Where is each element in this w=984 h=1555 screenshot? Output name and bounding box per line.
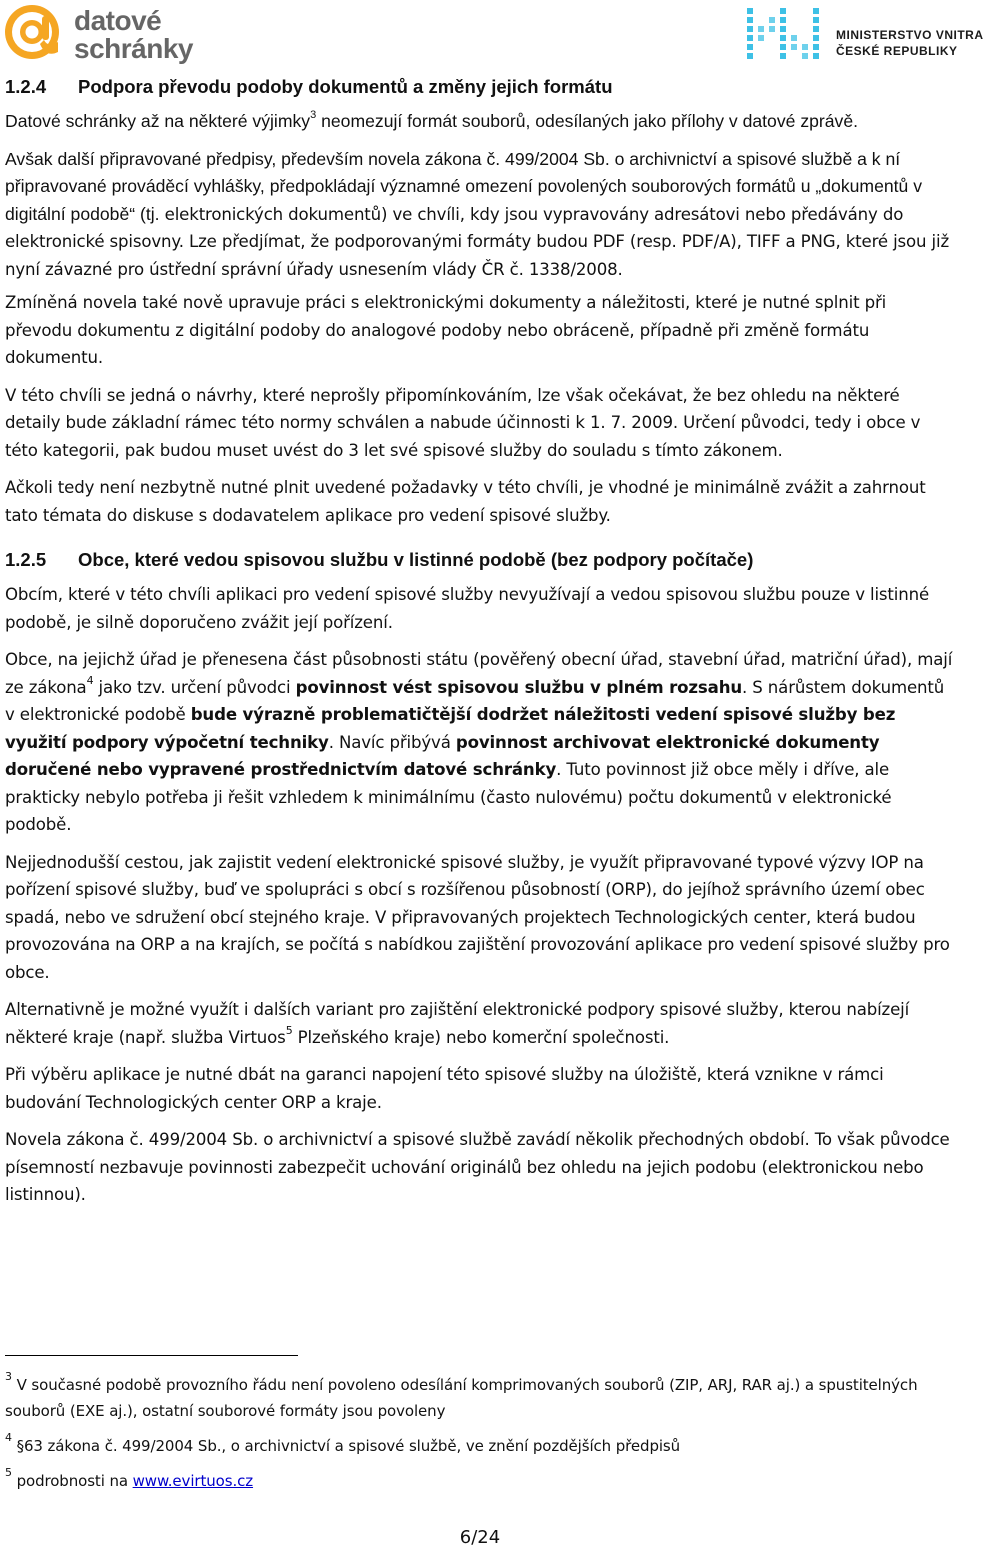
footnote-ref: 4 [86, 673, 94, 687]
text: Datové schránky až na některé výjimky [5, 111, 311, 131]
page-header [0, 0, 984, 66]
text: neomezují formát souborů, odesílaných jako přílohy v datové zprávě. [316, 111, 859, 131]
paragraph: Obcím, které v této chvíli aplikaci pro vedení spisové služby nevyužívají a vedou spisovou službu pouze v listinné podobě, je silně doporučeno zvážit její pořízení. [5, 585, 930, 632]
paragraph [5, 646, 955, 839]
bold-text: povinnost archivovat elektronické dokumenty doručené nebo vypravené prostřednictvím datové schránky [5, 732, 880, 779]
text: Obce, na jejichž úřad je přenesena část působnosti státu (pověřený obecní úřad, stavební úřad, matriční úřad), mají ze zákona [5, 650, 953, 697]
paragraph: Zmíněná novela také nově upravuje práci s elektronickými dokumenty a náležitosti, které je nutné splnit při převodu dokumentu z digitální podoby do analogové podoby nebo obráceně, případně při změně formátu dokumentu. [5, 293, 887, 367]
footnotes [5, 1372, 955, 1503]
text: Alternativně je možné využít i dalších variant pro zajištění elektronické podpory spisové služby, kterou nabízejí některé kraje (např. služba Virtuos [5, 1000, 910, 1047]
footnote-ref: 5 [285, 1023, 293, 1037]
evirtuos-link[interactable]: www.evirtuos.cz [132, 1472, 254, 1490]
paragraph: Při výběru aplikace je nutné dbát na garanci napojení této spisové služby na úložiště, která vznikne v rámci budování Technologických center ORP a kraje. [5, 1065, 884, 1112]
footnote-text: V současné podobě provozního řádu není povoleno odesílání komprimovaných souborů (ZIP, ARJ, RAR aj.) a spustitelných souborů (EXE aj.), ostatní souborové formáty jsou povoleny [5, 1376, 918, 1420]
text: Avšak další připravované předpisy, především novela zákona č. 499/2004 Sb. o archivnictví a spisové službě a k ní připravované prováděcí vyhlášky, předpokládají významné omezení povolených souborových formátů u „dokumentů v digitální podobě“ (tj. [5, 148, 922, 224]
footnote-number: 4 [5, 1431, 12, 1445]
bold-text: bude výrazně problematičtější dodržet náležitosti vedení spisové služby bez využití podpory výpočetní techniky [5, 705, 896, 752]
footnote-number: 3 [5, 1370, 12, 1384]
paragraph [5, 996, 955, 1051]
ministry-name-line1: MINISTERSTVO VNITRA [836, 28, 984, 42]
footnote-3 [5, 1372, 955, 1424]
logo-text-datove: datové [74, 5, 162, 36]
paragraph: V této chvíli se jedná o návrhy, které neprošly připomínkováním, lze však očekávat, že bez ohledu na některé detaily bude základní rámec této normy schválen a nabude účinnosti k 1. 7. 2009. Určení původci, tedy i obce v této kategorii, pak budou muset uvést do 3 let své spisové služby do souladu s tímto zákonem. [5, 385, 921, 460]
bold-text: povinnost vést spisovou službu v plném rozsahu [295, 677, 743, 697]
text: Plzeňského kraje) nebo komerční společnosti. [292, 1027, 670, 1047]
section-number: 1.2.4 [5, 76, 47, 97]
ministry-name-line2: ČESKÉ REPUBLIKY [836, 44, 958, 58]
ministry-dots-icon [744, 4, 824, 64]
footnote-text: §63 zákona č. 499/2004 Sb., o archivnictví a spisové službě, ve znění pozdějších předpisů [11, 1437, 681, 1455]
text: jako tzv. určení původci [93, 677, 296, 697]
text: . Tuto povinnost již obce měly i dříve, ale prakticky nebylo potřeba ji řešit vzhledem k minimálnímu (často nulovému) počtu dokumentů v elektronické podobě. [5, 760, 892, 834]
ministry-logo [744, 4, 984, 64]
datove-schranky-logo [4, 4, 224, 64]
text: . Navíc přibývá [328, 732, 456, 752]
text: elektronických dokumentů) ve chvíli, kdy jsou vypravovány adresátovi nebo předávány do elektronické spisovny. Lze předjímat, že podporovanými formáty budou PDF (resp. PDF/A), TIFF a PNG, které jsou již nyní závazné pro ústřední správní úřady usnesením vlády ČR č. 1338/2008. [5, 204, 950, 279]
logo-text-schranky: schránky [74, 33, 193, 64]
text: . S nárůstem dokumentů v elektronické podobě [5, 677, 945, 724]
paragraph [5, 108, 955, 136]
section-number: 1.2.5 [5, 549, 47, 570]
footnote-ref: 3 [310, 109, 317, 122]
paragraph: Novela zákona č. 499/2004 Sb. o archivnictví a spisové službě zavádí několik přechodných období. To však původce písemností nezbavuje povinnosti zabezpečit uchování originálů bez ohledu na jejich podobu (elektronickou nebo listinnou). [5, 1130, 950, 1204]
footnote-separator [5, 1355, 298, 1356]
footnote-5 [5, 1468, 955, 1494]
paragraph: Nejjednodušší cestou, jak zajistit vedení elektronické spisové služby, je využít připravované typové výzvy IOP na pořízení spisové služby, buď ve spolupráci s obcí s rozšířenou působností (ORP), do jejíhož správního území obec spadá, nebo ve sdružení obcí stejného kraje. V připravovaných projektech Technologických center, která budou provozována na ORP a na krajích, se počítá s nabídkou zajištění provozování aplikace pro vedení spisové služby pro obce. [5, 852, 950, 982]
footnote-4 [5, 1433, 955, 1459]
footnote-number: 5 [5, 1466, 12, 1480]
footnote-text: podrobnosti na [11, 1472, 133, 1490]
section-title: Obce, které vedou spisovou službu v listinné podobě (bez podpory počítače) [78, 549, 754, 570]
section-title: Podpora převodu podoby dokumentů a změny jejich formátu [78, 76, 613, 97]
document-body [5, 72, 955, 1219]
at-sign-icon [4, 4, 60, 60]
paragraph [5, 146, 955, 284]
page-number: 6/24 [459, 1527, 501, 1548]
section-heading-1-2-4 [5, 72, 955, 102]
paragraph: Ačkoli tedy není nezbytně nutné plnit uvedené požadavky v této chvíli, je vhodné je minimálně zvážit a zahrnout tato témata do diskuse s dodavatelem aplikace pro vedení spisové služby. [5, 478, 926, 525]
section-heading-1-2-5 [5, 545, 955, 575]
